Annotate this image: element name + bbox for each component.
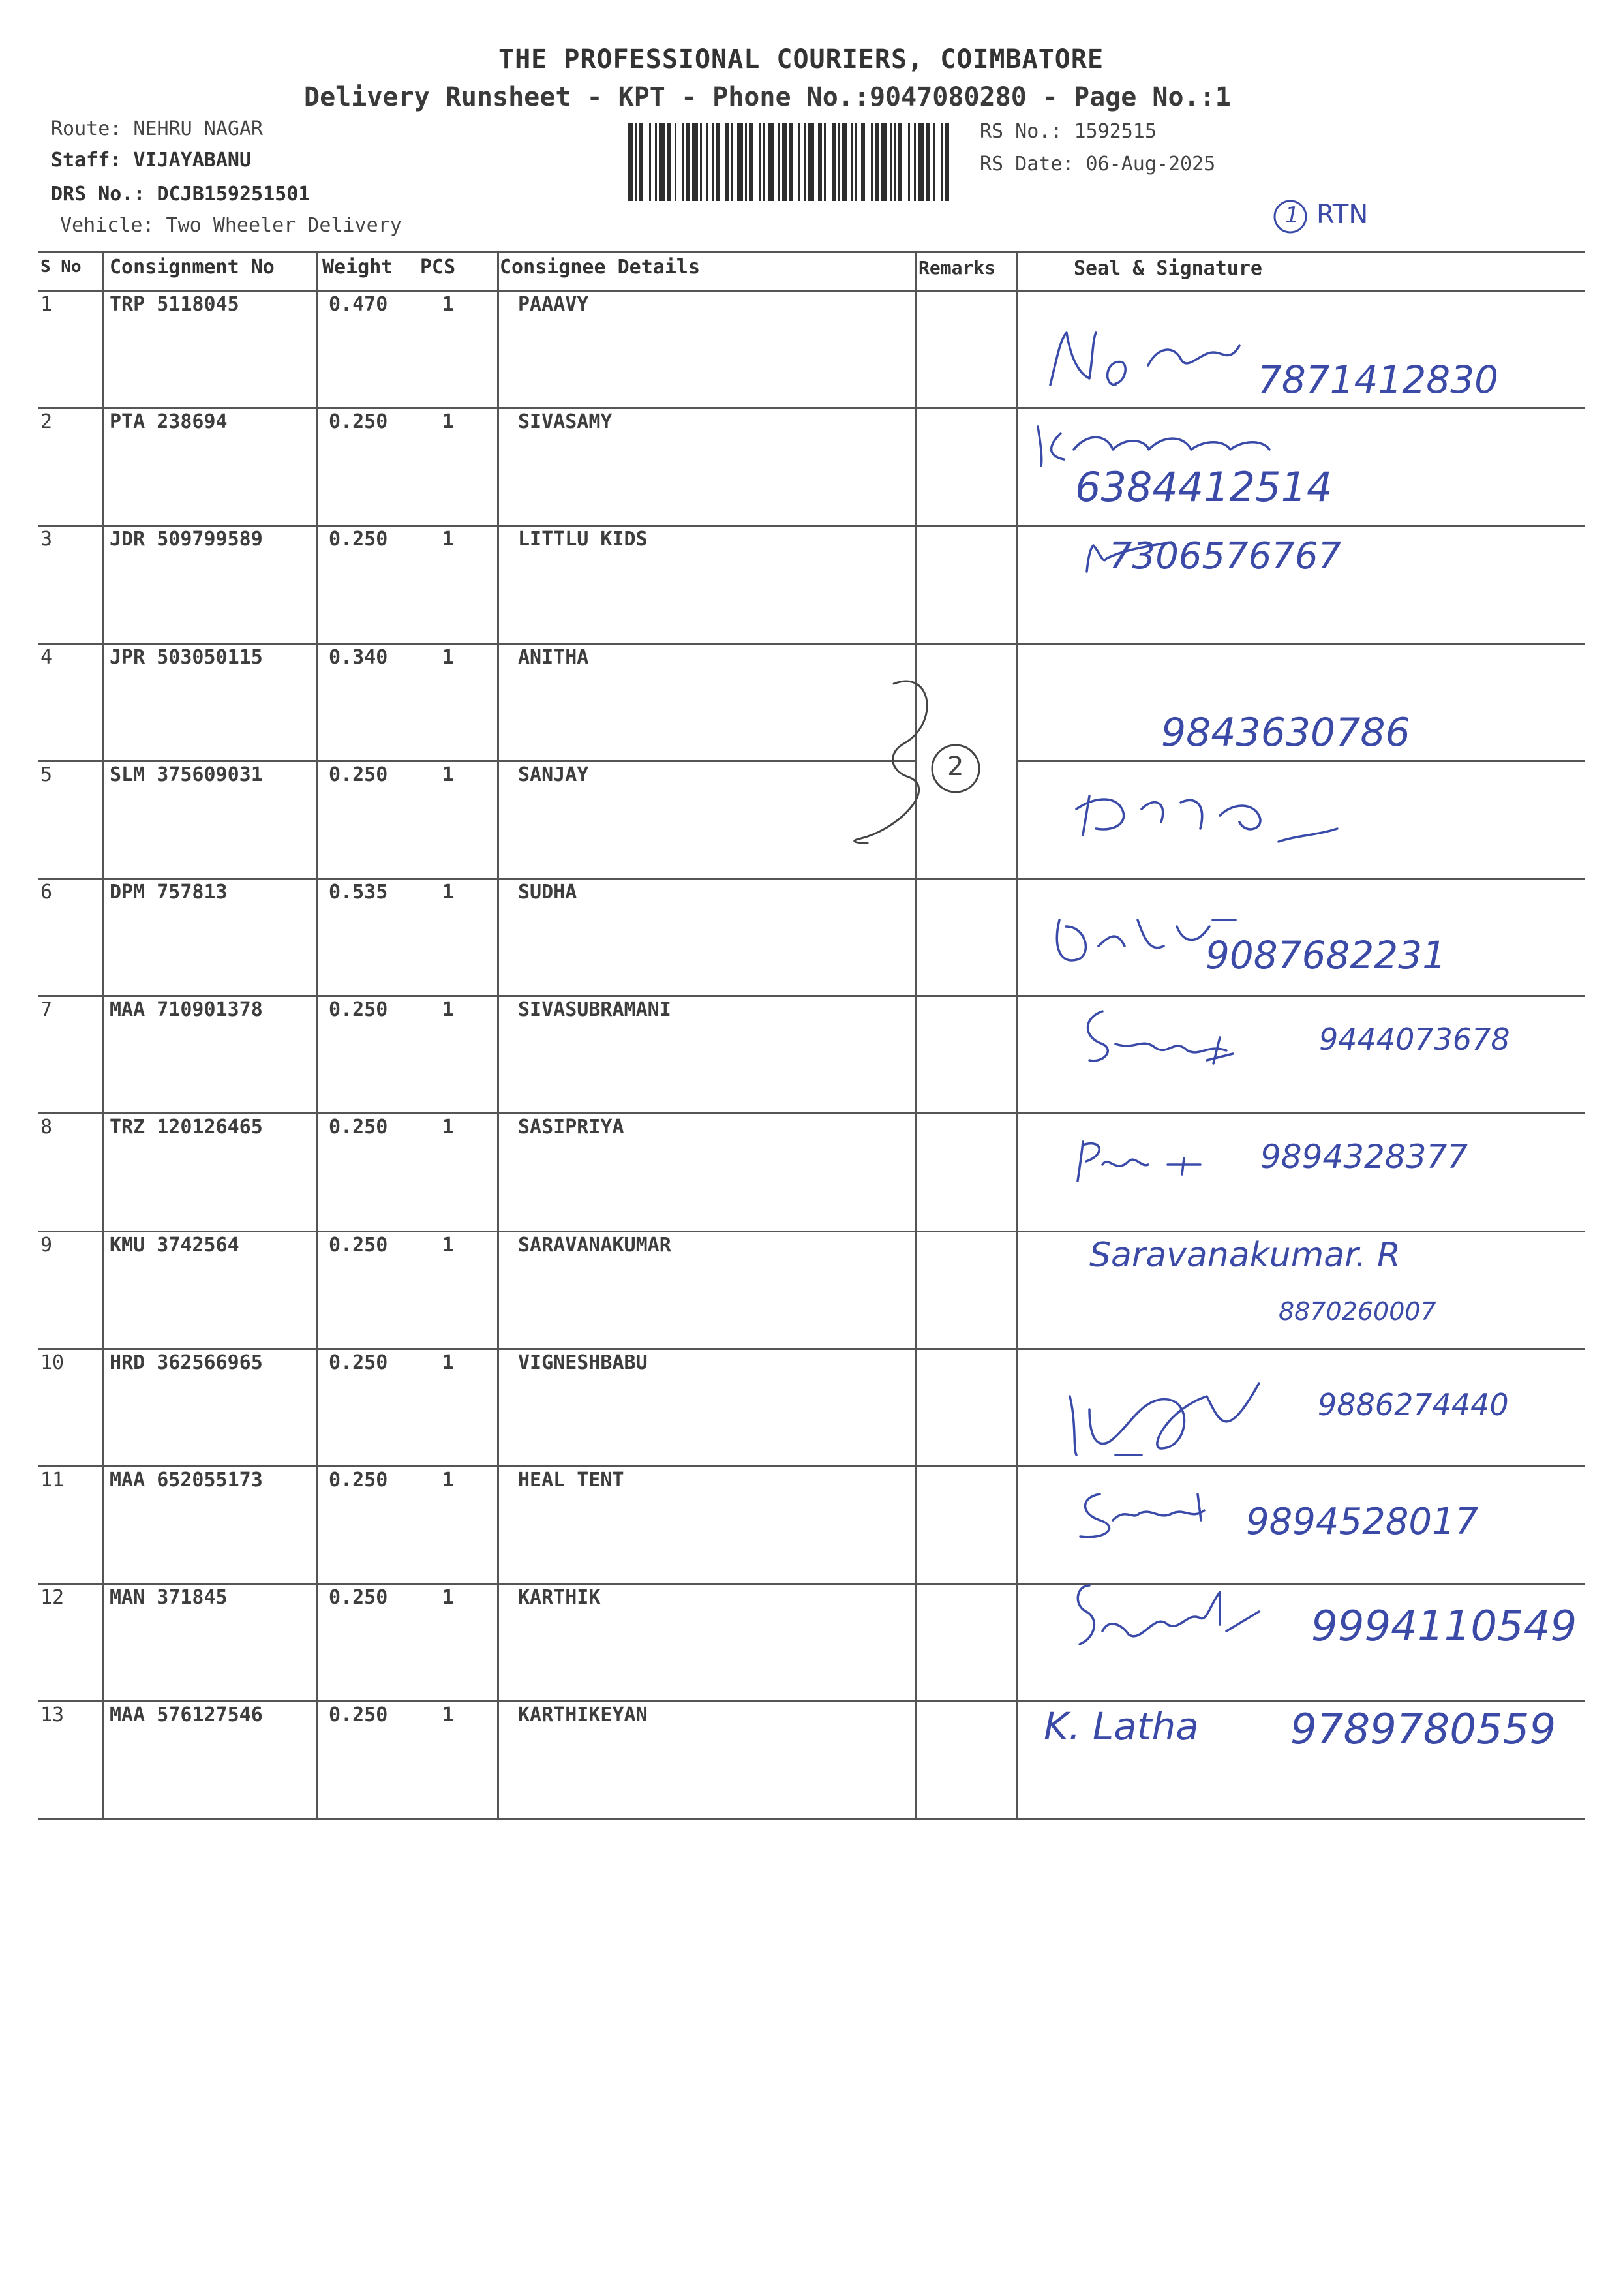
row-pcs: 1 [442,998,455,1021]
barcode-bar [639,123,643,201]
barcode-bar [861,123,865,201]
row-weight: 0.470 [329,293,388,316]
row-weight: 0.250 [329,1116,388,1139]
handwritten-phone-number: 6384412514 [1075,463,1333,511]
table-bottom-border [38,1818,1585,1820]
barcode-bar [808,123,814,201]
row-separator [38,643,1585,645]
table-header-border [38,290,1585,292]
barcode-bar [782,123,786,201]
row-weight: 0.250 [329,763,388,786]
row-consignee: HEAL TENT [518,1469,624,1492]
barcode-bar [832,123,836,201]
barcode-bar [804,123,806,201]
row-separator [1016,760,1585,762]
barcode-bar [655,123,657,201]
row-weight: 0.250 [329,528,388,551]
col-header-sno: S No [40,257,82,277]
signature-scribble [1067,1481,1237,1546]
barcode-bar [682,123,684,201]
row-consignee: PAAAVY [518,293,589,316]
row-consignment-no: SLM 375609031 [110,763,263,786]
barcode-bar [706,123,708,201]
row-consignee: SIVASUBRAMANI [518,998,671,1021]
barcode-bar [933,123,935,201]
barcode-bar [875,123,879,201]
row-separator [38,995,1585,997]
row-separator [38,1348,1585,1350]
barcode-bar [838,123,840,201]
remarks-mark-number: 2 [947,752,964,782]
row-separator [38,760,916,762]
vehicle-label: Vehicle: Two Wheeler Delivery [60,214,402,237]
handwritten-phone-number: 9994110549 [1311,1602,1577,1651]
handwritten-phone-number: 7871412830 [1258,358,1499,402]
barcode-bar [763,123,765,201]
col-header-pcs: PCS [420,256,456,279]
document-title: THE PROFESSIONAL COURIERS, COIMBATORE [498,44,1104,74]
document-subtitle: Delivery Runsheet - KPT - Phone No.:9047080280 - Page No.:1 [304,82,1231,112]
route-label: Route: NEHRU NAGAR [51,117,264,140]
barcode-bar [778,123,780,201]
row-consignment-no: HRD 362566965 [110,1351,263,1374]
handwritten-phone-number: 9894328377 [1260,1138,1468,1176]
row-sno: 12 [40,1586,65,1609]
row-consignment-no: MAA 652055173 [110,1469,263,1492]
signature-scribble [1076,998,1272,1070]
col-header-signature: Seal & Signature [1074,257,1262,280]
rtn-note: RTN [1316,200,1369,230]
signature-scribble [1063,1572,1279,1664]
row-pcs: 1 [442,1234,455,1257]
barcode-bar [731,123,733,201]
row-weight: 0.250 [329,1704,388,1726]
row-separator [38,1231,1585,1232]
drs-number: DRS No.: DCJB159251501 [51,183,311,206]
handwritten-phone-number: 9894528017 [1246,1501,1479,1543]
row-consignment-no: MAA 576127546 [110,1704,263,1726]
row-pcs: 1 [442,1469,455,1492]
row-weight: 0.535 [329,881,388,904]
row-sno: 10 [40,1351,65,1374]
row-separator [38,1112,1585,1114]
row-weight: 0.250 [329,1351,388,1374]
handwritten-phone-number: 7306576767 [1109,535,1342,577]
row-weight: 0.250 [329,1469,388,1492]
barcode-bar [890,123,892,201]
barcode-bar [628,123,633,201]
row-consignment-no: JDR 509799589 [110,528,263,551]
row-pcs: 1 [442,1116,455,1139]
col-header-consignee: Consignee Details [500,256,701,279]
barcode-bar [700,123,702,201]
row-consignment-no: PTA 238694 [110,410,228,433]
barcode-bar [716,123,720,201]
barcode-bar [759,123,761,201]
barcode-bar [842,123,847,201]
rs-date: RS Date: 06-Aug-2025 [980,153,1216,176]
row-sno: 4 [40,646,53,669]
handwritten-phone-number: 9843630786 [1161,710,1410,756]
row-sno: 1 [40,293,53,316]
handwritten-phone-number: 9444073678 [1319,1022,1510,1057]
barcode-bar [737,123,743,201]
row-weight: 0.250 [329,1586,388,1609]
handwritten-phone-number: 9087682231 [1206,933,1447,977]
barcode-bar [871,123,873,201]
row-sno: 8 [40,1116,53,1139]
signature-scribble [1046,907,1255,979]
barcode-bar [789,123,793,201]
signature-name-row13: K. Latha [1044,1704,1199,1749]
row-consignee: LITTLU KIDS [518,528,648,551]
barcode-bar [926,123,930,201]
row-sno: 5 [40,763,53,786]
barcode-bar [898,123,902,201]
row-pcs: 1 [442,410,455,433]
row-weight: 0.250 [329,410,388,433]
barcode-bar [692,123,698,201]
row-pcs: 1 [442,528,455,551]
barcode-bar [725,123,729,201]
row-consignee: SANJAY [518,763,589,786]
col-header-remarks: Remarks [918,257,996,279]
signature-scribble [1063,1370,1416,1468]
row-consignment-no: DPM 757813 [110,881,228,904]
row-consignee: KARTHIKEYAN [518,1704,648,1726]
row-separator [38,407,1585,409]
barcode-bar [894,123,896,201]
signature-scribble [1080,539,1198,578]
row-sno: 11 [40,1469,65,1492]
barcode-bar [798,123,800,201]
handwritten-phone-number: 9886274440 [1318,1387,1509,1422]
barcode-bar [918,123,924,201]
barcode-bar [749,123,753,201]
rtn-circle-number: 1 [1285,202,1299,228]
row-consignment-no: TRZ 120126465 [110,1116,263,1139]
barcode-bar [881,123,887,201]
handwritten-phone-number: 9789780559 [1290,1706,1556,1754]
row-pcs: 1 [442,646,455,669]
row-consignment-no: KMU 3742564 [110,1234,239,1257]
barcode-bar [851,123,853,201]
signature-scribble [1070,1135,1220,1187]
row-consignee: ANITHA [518,646,589,669]
barcode-bar [855,123,857,201]
row-pcs: 1 [442,763,455,786]
barcode-bar [659,123,665,201]
row-pcs: 1 [442,881,455,904]
barcode-bar [914,123,916,201]
row-sno: 7 [40,998,53,1021]
row-consignee: SARAVANAKUMAR [518,1234,671,1257]
row-sno: 9 [40,1234,53,1257]
row-weight: 0.340 [329,646,388,669]
barcode-bar [745,123,747,201]
barcode-bar [675,123,676,201]
row-consignee: SIVASAMY [518,410,613,433]
table-top-border [38,251,1585,253]
row-weight: 0.250 [329,998,388,1021]
signature-name-row9: Saravanakumar. R [1089,1236,1401,1275]
row-separator [38,1583,1585,1585]
remarks-bracket-mark [848,672,1005,848]
row-consignment-no: MAN 371845 [110,1586,228,1609]
row-separator [38,878,1585,880]
signature-scribble [1044,313,1318,411]
barcode-bar [649,123,651,201]
barcode-bar [824,123,826,201]
staff-label: Staff: VIJAYABANU [51,149,252,172]
row-pcs: 1 [442,1704,455,1726]
barcode-bar [945,123,949,201]
signature-scribble [1035,420,1361,479]
row-sno: 2 [40,410,53,433]
barcode-bar [908,123,910,201]
barcode-bar [818,123,822,201]
row-weight: 0.250 [329,1234,388,1257]
barcode-bar [667,123,671,201]
barcode-bar [635,123,637,201]
row-consignee: SASIPRIYA [518,1116,624,1139]
barcode-bar [686,123,690,201]
row-consignee: KARTHIK [518,1586,601,1609]
row-pcs: 1 [442,1351,455,1374]
col-header-weight: Weight [322,256,393,279]
row-separator [38,525,1585,527]
row-pcs: 1 [442,293,455,316]
row-separator [38,1700,1585,1702]
row-consignment-no: JPR 503050115 [110,646,263,669]
row-pcs: 1 [442,1586,455,1609]
row-consignment-no: TRP 5118045 [110,293,239,316]
rs-number: RS No.: 1592515 [980,120,1157,143]
row-consignee: SUDHA [518,881,577,904]
row-consignee: VIGNESHBABU [518,1351,648,1374]
row-sno: 13 [40,1704,65,1726]
signature-scribble [1070,783,1422,855]
row-sno: 3 [40,528,53,551]
handwritten-phone-number: 8870260007 [1279,1297,1436,1326]
col-header-consignment: Consignment No [110,256,275,279]
barcode [628,123,954,201]
row-sno: 6 [40,881,53,904]
row-consignment-no: MAA 710901378 [110,998,263,1021]
barcode-bar [712,123,714,201]
barcode-bar [941,123,943,201]
barcode-bar [768,123,774,201]
